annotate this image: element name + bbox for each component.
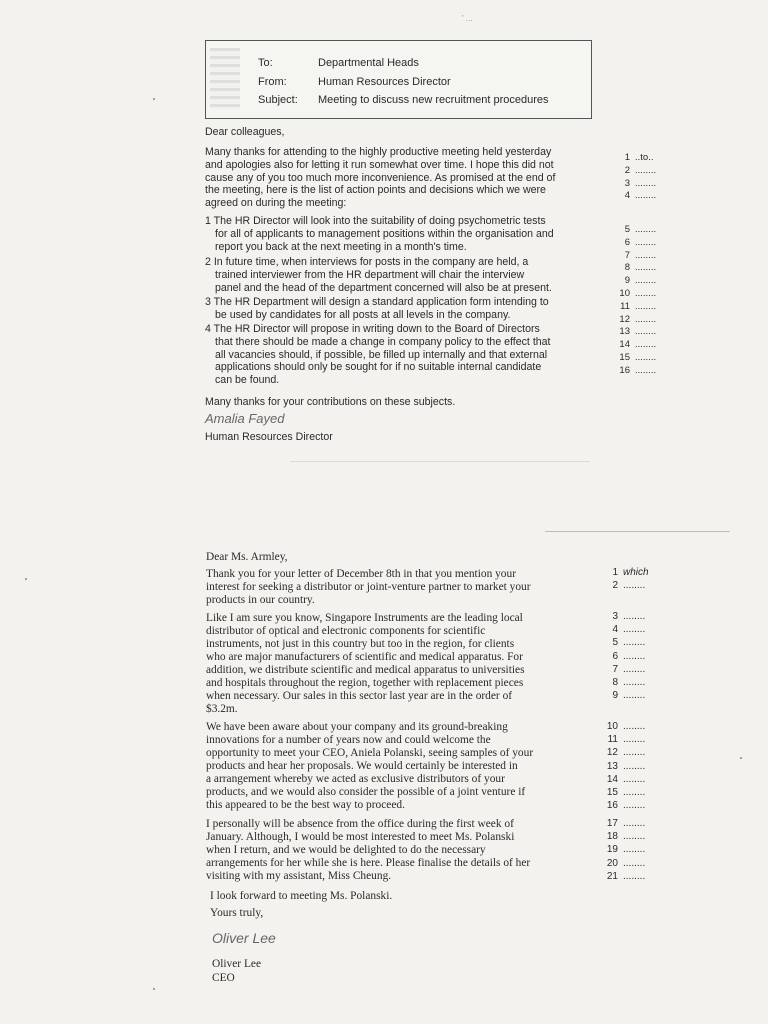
letter2-salutation: Dear Ms. Armley, [206, 551, 288, 563]
answer-line [598, 817, 660, 830]
answer-blank: ........ [623, 818, 646, 829]
letter1-point-3 [205, 296, 590, 322]
answer-line [598, 720, 660, 733]
letter2-answer-column-3 [598, 720, 660, 812]
answer-line [612, 178, 670, 191]
answer-number: 1 [624, 152, 630, 163]
answer-number: 2 [624, 164, 630, 176]
letter2-answer-column-1 [598, 566, 660, 592]
letter1-signer-title: Human Resources Director [205, 431, 333, 443]
text-line: interest for seeking a distributor or joint-venture partner to market your [206, 581, 531, 593]
answer-line [612, 250, 670, 263]
answer-line [612, 237, 670, 250]
text-line: who are major manufacturers of scientific and medical apparatus. For [206, 651, 523, 663]
answer-line [612, 326, 670, 339]
text-line: can be found. [215, 374, 280, 387]
answer-number: 8 [612, 677, 618, 689]
text-line: visiting with my assistant, Miss Cheung. [206, 870, 392, 882]
letter2-closing-line: I look forward to meeting Ms. Polanski. [210, 890, 393, 902]
answer-number: 21 [606, 870, 618, 882]
text-line: when I return, and we would be delighted to do the necessary [206, 844, 486, 856]
to-label: To: [258, 57, 273, 69]
answer-number: 14 [606, 773, 618, 785]
text-line: a arrangement whereby we acted as exclusive distributors of your [206, 773, 505, 785]
answer-number: 19 [606, 844, 618, 856]
answer-line [612, 224, 670, 237]
to-value: Departmental Heads [318, 57, 419, 69]
text-line: this appeared to be the best way to proceed. [206, 799, 405, 811]
letter2-sign-off: Yours truly, [210, 907, 264, 919]
answer-number: 2 [612, 580, 618, 591]
letter1-closing: Many thanks for your contributions on these subjects. [205, 396, 456, 408]
letter2-signer-name: Oliver Lee [212, 958, 262, 970]
answer-number: 13 [619, 326, 630, 338]
answer-line [598, 636, 660, 649]
text-line: I personally will be absence from the office during the first week of [206, 818, 514, 830]
text-line: that there should be made a change in company policy to the effect that [215, 335, 551, 348]
answer-line [612, 339, 670, 352]
text-line: Thank you for your letter of December 8th in that you mention your [206, 568, 516, 580]
answer-number: 15 [619, 351, 630, 363]
answer-number: 5 [612, 637, 618, 649]
from-label: From: [258, 76, 287, 88]
letter1-answer-column-2 [612, 224, 670, 378]
text-line: products and hear her proposals. We would certainly be interested in [206, 760, 518, 772]
answer-blank: ........ [623, 611, 646, 622]
answer-blank: ........ [623, 624, 646, 636]
text-line: innovations for a number of years now and could welcome the [206, 734, 491, 746]
text-line: arrangements for her while she is here. Please finalise the details of her [206, 857, 531, 869]
text-line: distributor of optical and electronic components for scientific [206, 625, 486, 637]
faint-divider [290, 461, 590, 462]
answer-blank: ........ [623, 650, 646, 662]
answer-number: 16 [606, 800, 618, 812]
answer-number: 4 [624, 190, 630, 202]
text-line: for all of applicants to management positions within the organisation and [215, 227, 554, 240]
text-line: products, and we would also consider the possible of a joint venture if [206, 786, 526, 798]
text-line: Many thanks for attending to the highly productive meeting held yesterday [205, 146, 552, 158]
subject-label: Subject: [258, 94, 298, 106]
text-line: the meeting, here is the list of action points and decisions which we were [205, 184, 546, 197]
answer-line [612, 301, 670, 314]
answer-line [598, 746, 660, 759]
answer-number: 11 [607, 734, 618, 746]
text-line: agreed on during the meeting: [205, 197, 347, 210]
letter1-point-2 [205, 256, 590, 294]
answer-number: 7 [612, 663, 618, 675]
scan-speck [25, 578, 27, 580]
answer-blank: ........ [623, 870, 646, 882]
answer-blank: ........ [635, 351, 657, 363]
answer-line [598, 799, 660, 812]
answer-number: 6 [612, 650, 618, 662]
answer-blank: which [623, 567, 649, 578]
letter2-signature: Oliver Lee [212, 930, 276, 946]
text-line: We have been aware about your company and its ground-breaking [206, 721, 508, 733]
answer-line [612, 288, 670, 301]
text-line: and apologies also for letting it run somewhat over time. I hope this did not [205, 158, 554, 171]
answer-blank: ........ [623, 734, 646, 746]
answer-number: 13 [606, 760, 618, 772]
answer-line [598, 857, 660, 870]
subject-value: Meeting to discuss new recruitment procedures [318, 94, 549, 106]
answer-line [598, 623, 660, 636]
answer-line [598, 760, 660, 773]
text-line: $3.2m. [206, 703, 238, 715]
answer-line [612, 262, 670, 275]
answer-blank: ........ [635, 313, 657, 325]
text-line: be used by candidates for all posts at all levels in the company. [215, 308, 511, 321]
answer-number: 5 [624, 224, 630, 235]
text-line: 3 The HR Department will design a standard application form intending to [205, 296, 549, 308]
answer-number: 16 [619, 364, 630, 376]
answer-blank: ........ [635, 177, 657, 189]
answer-line [598, 610, 660, 623]
answer-number: 17 [606, 818, 618, 829]
answer-number: 12 [619, 313, 630, 325]
answer-blank: ........ [623, 747, 646, 759]
top-mark: ' ... [462, 14, 473, 23]
answer-blank: ........ [623, 690, 646, 702]
section-divider [545, 531, 730, 532]
letter1-answer-column [612, 152, 670, 203]
letter1-salutation: Dear colleagues, [205, 126, 285, 138]
letter2-para-3 [206, 721, 591, 812]
answer-blank: ........ [623, 787, 646, 799]
text-line: 4 The HR Director will propose in writing down to the Board of Directors [205, 323, 540, 335]
answer-line [612, 275, 670, 288]
text-line: when necessary. Our sales in this sector last year are in the order of [206, 690, 513, 702]
text-line: instruments, not just in this country but too in the region, for clients [206, 638, 515, 650]
answer-line [598, 773, 660, 786]
answer-blank: ........ [623, 721, 646, 732]
scan-speck [153, 988, 155, 990]
answer-line [598, 689, 660, 702]
text-line: opportunity to meet your CEO, Aniela Polanski, seeing samples of your [206, 747, 534, 759]
answer-line [612, 165, 670, 178]
text-line: 1 The HR Director will look into the suitability of doing psychometric tests [205, 215, 546, 227]
text-line: all vacancies should, if possible, be filled up internally and that external [215, 348, 548, 361]
answer-number: 8 [624, 262, 630, 274]
letter1-point-4 [205, 323, 590, 387]
answer-blank: ........ [635, 300, 657, 312]
answer-number: 1 [612, 567, 618, 578]
text-line: addition, we distribute scientific and medical apparatus to universities [206, 664, 525, 676]
answer-line [598, 870, 660, 883]
answer-line [612, 314, 670, 327]
answer-line [612, 152, 670, 165]
answer-blank: ........ [635, 236, 657, 248]
answer-blank: ........ [623, 760, 646, 772]
answer-blank: ........ [623, 663, 646, 675]
letter2-signer-title: CEO [212, 972, 235, 984]
answer-line [612, 190, 670, 203]
text-line: 2 In future time, when interviews for posts in the company are held, a [205, 256, 529, 268]
memo-stub-decoration [210, 48, 240, 110]
answer-number: 3 [624, 177, 630, 189]
answer-blank: ........ [635, 364, 657, 376]
answer-number: 15 [606, 787, 618, 799]
answer-line [598, 663, 660, 676]
text-line: and hospitals throughout the region, together with replacement pieces [206, 677, 524, 689]
answer-number: 9 [624, 275, 630, 287]
answer-blank: ..to.. [635, 152, 654, 163]
letter1-point-1 [205, 215, 590, 253]
letter2-para-2 [206, 612, 591, 716]
text-line: cause any of you too much more inconvenience. As promised at the end of [205, 171, 556, 184]
letter2-para-4 [206, 818, 591, 883]
letter2-answer-column-2 [598, 610, 660, 702]
answer-number: 6 [624, 236, 630, 248]
answer-blank: ........ [635, 164, 657, 176]
answer-blank: ........ [635, 190, 657, 202]
answer-number: 20 [606, 857, 618, 869]
answer-blank: ........ [623, 773, 646, 785]
from-value: Human Resources Director [318, 76, 451, 88]
letter2-answer-column-4 [598, 817, 660, 883]
text-line: Like I am sure you know, Singapore Instruments are the leading local [206, 612, 523, 624]
letter2-para-1 [206, 568, 591, 607]
text-line: products in our country. [206, 594, 315, 606]
answer-number: 9 [612, 690, 618, 702]
answer-blank: ........ [635, 224, 657, 235]
answer-line [598, 566, 660, 579]
answer-blank: ........ [635, 287, 657, 299]
answer-blank: ........ [623, 844, 646, 856]
answer-number: 3 [612, 611, 618, 622]
answer-line [598, 843, 660, 856]
text-line: panel and the head of the department concerned will also be at present. [215, 281, 552, 294]
answer-blank: ........ [635, 262, 657, 274]
answer-line [598, 676, 660, 689]
answer-blank: ........ [623, 580, 646, 591]
text-line: January. Although, I would be most interested to meet Ms. Polanski [206, 831, 515, 843]
answer-line [598, 830, 660, 843]
answer-number: 12 [606, 747, 618, 759]
answer-number: 7 [624, 249, 630, 261]
answer-number: 10 [606, 721, 618, 732]
answer-blank: ........ [623, 857, 646, 869]
answer-line [612, 352, 670, 365]
answer-number: 11 [620, 300, 630, 312]
answer-number: 14 [619, 339, 630, 351]
answer-blank: ........ [623, 677, 646, 689]
letter1-signature: Amalia Fayed [205, 411, 285, 426]
text-line: applications should only be sought for if no suitable internal candidate [215, 361, 542, 374]
text-line: report you back at the next meeting in a month's time. [215, 240, 467, 253]
scan-speck [740, 757, 742, 759]
answer-number: 4 [612, 624, 618, 636]
answer-number: 10 [619, 287, 630, 299]
answer-line [598, 579, 660, 592]
answer-line [612, 365, 670, 378]
answer-blank: ........ [635, 339, 657, 351]
answer-number: 18 [606, 831, 618, 843]
answer-blank: ........ [635, 249, 657, 261]
text-line: trained interviewer from the HR department will chair the interview [215, 268, 525, 281]
answer-blank: ........ [635, 326, 657, 338]
scan-speck [153, 98, 155, 100]
answer-line [598, 733, 660, 746]
answer-blank: ........ [623, 831, 646, 843]
letter1-intro [205, 146, 590, 210]
answer-line [598, 786, 660, 799]
answer-line [598, 650, 660, 663]
answer-blank: ........ [623, 800, 646, 812]
answer-blank: ........ [635, 275, 657, 287]
answer-blank: ........ [623, 637, 646, 649]
